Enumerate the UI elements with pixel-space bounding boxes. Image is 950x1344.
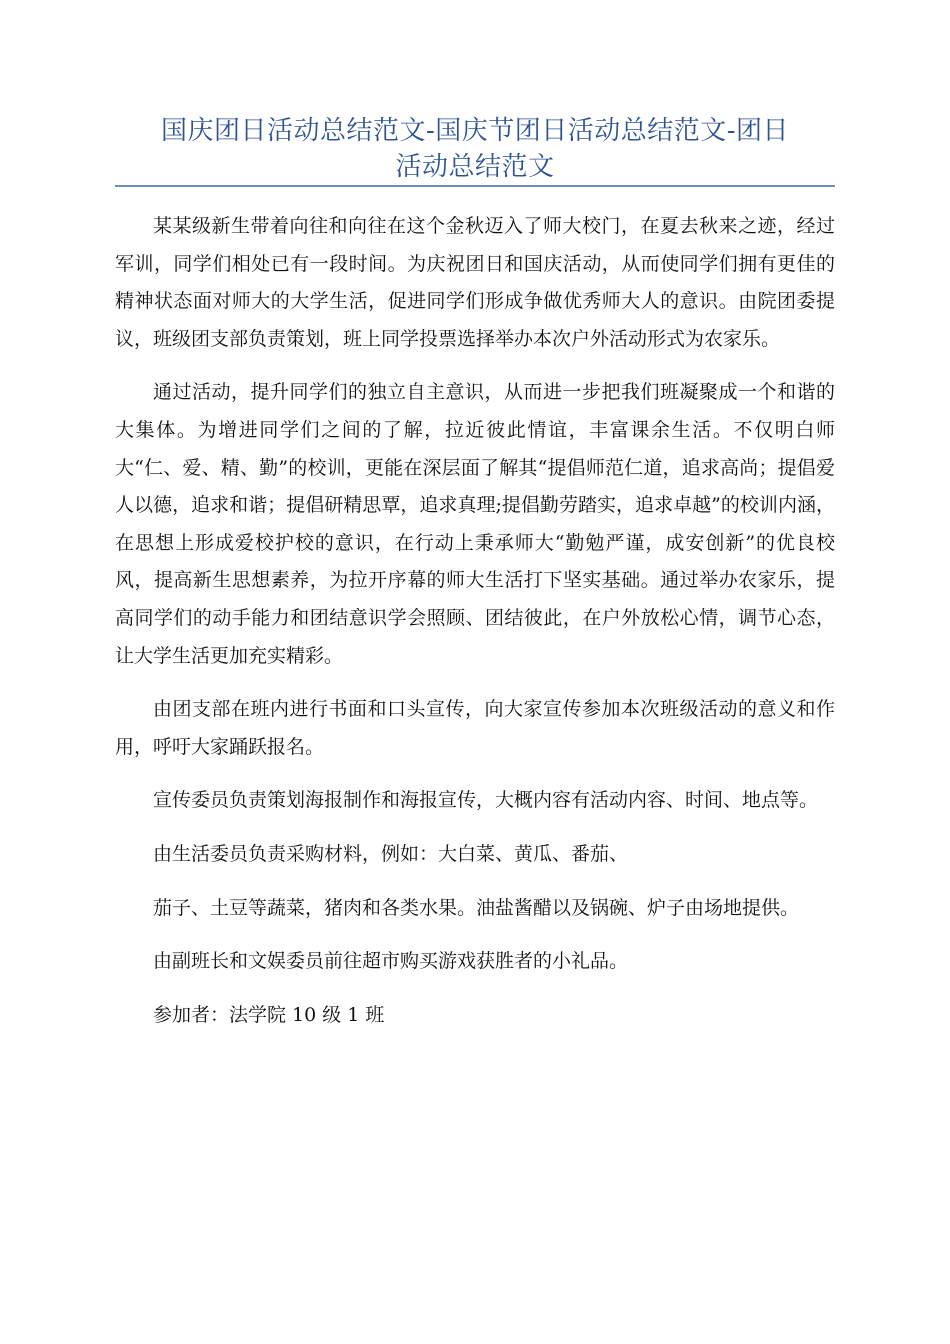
title-line-1: 国庆团日活动总结范文-国庆节团日活动总结范文-团日	[160, 116, 790, 146]
paragraph-gifts: 由副班长和文娱委员前往超市购买游戏获胜者的小礼品。	[153, 950, 629, 973]
title-line-2: 活动总结范文	[395, 152, 555, 182]
paragraph-purpose: 通过活动，提升同学们的独立自主意识，从而进一步把我们班凝聚成一个和谐的大集体。为增进同学们之间的了解，拉近彼此情谊，丰富课余生活。不仅明白师大“仁、爱、精、勤”的校训，更能在深层面了解其“提倡师范仁道，追求高尚；提倡爱人以德，追求和谐；提倡研精思覃，追求真理;提倡勤劳踏实，追求卓越”的校训内涵，在思想上形成爱校护校的意识，在行动上秉承师大“勤勉严谨，成安创新”的优良校风，提高新生思想素养，为拉开序幕的师大生活打下坚实基础。通过举办农家乐，提高同学们的动手能力和团结意识学会照顾、团结彼此，在户外放松心情，调节心态，让大学生活更加充实精彩。	[115, 381, 835, 667]
title-block	[115, 113, 835, 185]
paragraph-materials: 由生活委员负责采购材料，例如：大白菜、黄瓜、番茄、	[153, 842, 629, 865]
document-title	[115, 113, 835, 185]
paragraph-participants: 参加者：法学院 10 级 1 班	[153, 1003, 385, 1026]
paragraph-intro: 某某级新生带着向往和向往在这个金秋迈入了师大校门，在夏去秋来之迹，经过军训，同学们相处已有一段时间。为庆祝团日和国庆活动，从而使同学们拥有更佳的精神状态面对师大的大学生活，促进同学们形成争做优秀师大人的意识。由院团委提议，班级团支部负责策划，班上同学投票选择举办本次户外活动形式为农家乐。	[115, 215, 835, 350]
document-body	[115, 208, 835, 1034]
paragraph-poster: 宣传委员负责策划海报制作和海报宣传，大概内容有活动内容、时间、地点等。	[153, 789, 819, 812]
paragraph-materials-continued: 茄子、土豆等蔬菜，猪肉和各类水果。油盐酱醋以及锅碗、炉子由场地提供。	[153, 896, 800, 919]
paragraph-publicity: 由团支部在班内进行书面和口头宣传，向大家宣传参加本次班级活动的意义和作用，呼吁大家踊跃报名。	[115, 698, 835, 758]
title-underline	[115, 185, 835, 187]
